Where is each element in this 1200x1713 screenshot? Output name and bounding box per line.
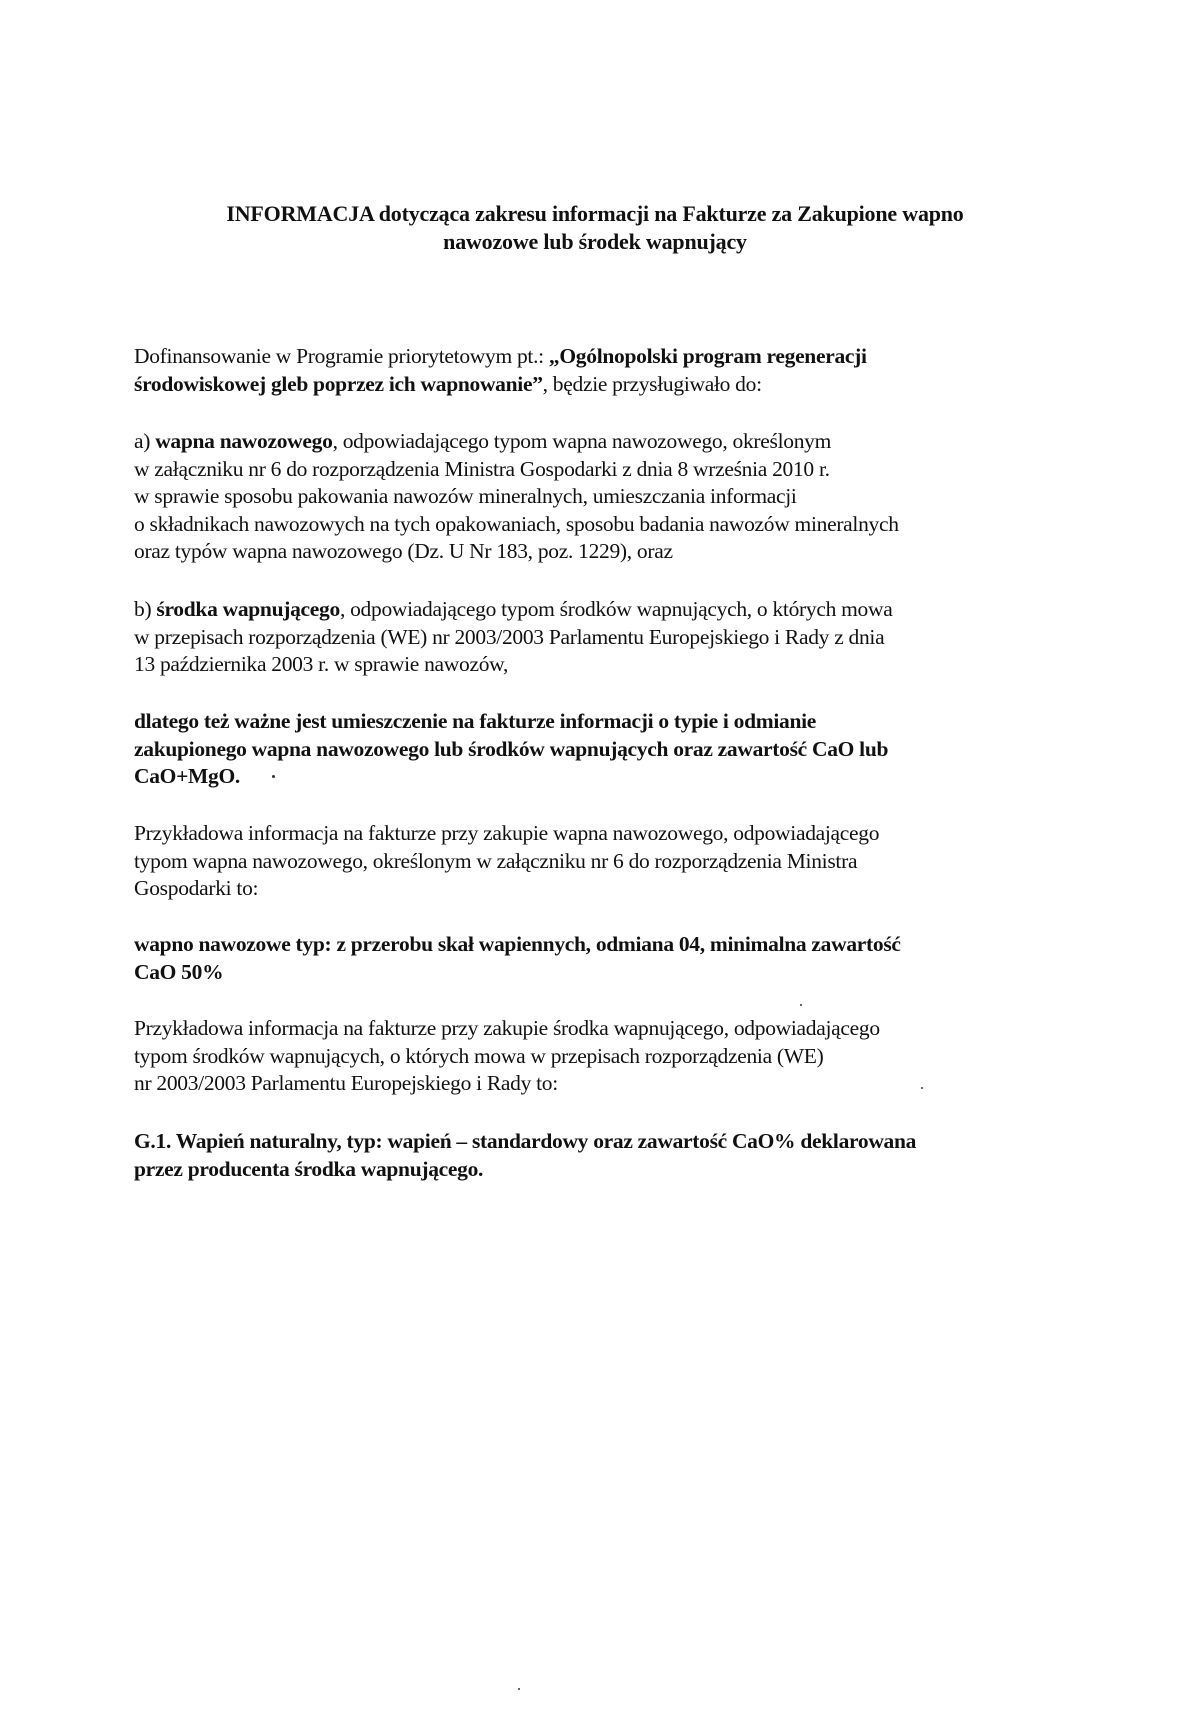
item-a-rest: , odpowiadającego typom wapna nawozowego, określonym xyxy=(332,429,832,453)
example-1-line-3: Gospodarki to: xyxy=(134,876,259,900)
item-a-line-4: o składnikach nawozowych na tych opakowaniach, sposobu badania nawozów mineralnych xyxy=(134,511,899,536)
example-2-line-3: nr 2003/2003 Parlamentu Europejskiego i Rady to: xyxy=(134,1071,558,1095)
intro-line-2 xyxy=(134,371,1074,399)
example-2-line-2: typom środków wapnujących, o których mowa w przepisach rozporządzenia (WE) xyxy=(134,1043,824,1068)
intro-text-end: , będzie przysługiwało do: xyxy=(542,371,762,396)
intro-text: Dofinansowanie w Programie priorytetowym pt.: xyxy=(134,344,549,368)
intro-paragraph xyxy=(134,343,1074,398)
item-a-line-1 xyxy=(134,428,1074,456)
example-1-value-line-1: wapno nawozowe typ: z przerobu skał wapiennych, odmiana 04, minimalna zawartość xyxy=(134,932,901,956)
example-2-line-1: Przykładowa informacja na fakturze przy zakupie środka wapnującego, odpowiadającego xyxy=(134,1016,880,1040)
item-b-paragraph xyxy=(134,596,1074,679)
item-a-line-5: oraz typów wapna nawozowego (Dz. U Nr 183, poz. 1229), oraz xyxy=(134,539,673,563)
program-name-part-2: środowiskowej gleb poprzez ich wapnowanie” xyxy=(134,371,543,396)
item-a-line-2: w załączniku nr 6 do rozporządzenia Ministra Gospodarki z dnia 8 września 2010 r. xyxy=(134,456,830,481)
notice-line-2: zakupionego wapna nawozowego lub środków wapnujących oraz zawartość CaO lub xyxy=(134,736,889,761)
example-1-line-2: typom wapna nawozowego, określonym w załączniku nr 6 do rozporządzenia Ministra xyxy=(134,848,858,873)
scan-speck xyxy=(800,1004,802,1006)
notice-paragraph xyxy=(134,708,1074,791)
notice-line-1: dlatego też ważne jest umieszczenie na fakturze informacji o typie i odmianie xyxy=(134,709,817,733)
example-2-paragraph xyxy=(134,1015,1074,1098)
title-line-1: INFORMACJA dotycząca zakresu informacji na Fakturze za Zakupione wapno xyxy=(226,201,964,226)
example-1-paragraph xyxy=(134,820,1074,903)
example-2-value-line-2: przez producenta środka wapnującego. xyxy=(134,1156,484,1181)
notice-line-3: CaO+MgO. xyxy=(134,764,240,788)
example-2-value xyxy=(134,1128,1074,1183)
example-1-value-line-2: CaO 50% xyxy=(134,959,224,984)
example-1-line-1: Przykładowa informacja na fakturze przy zakupie wapna nawozowego, odpowiadającego xyxy=(134,821,880,845)
item-a-paragraph xyxy=(134,428,1074,566)
item-b-line-2: w przepisach rozporządzenia (WE) nr 2003/2003 Parlamentu Europejskiego i Rady z dnia xyxy=(134,624,885,649)
example-2-value-line-1: G.1. Wapień naturalny, typ: wapień – standardowy oraz zawartość CaO% deklarowana xyxy=(134,1129,917,1153)
scan-speck xyxy=(272,775,275,778)
intro-line-1 xyxy=(134,343,1074,371)
item-b-rest: , odpowiadającego typom środków wapnujących, o których mowa xyxy=(339,597,893,621)
scan-speck xyxy=(518,1688,520,1690)
example-1-value xyxy=(134,931,1074,986)
program-name-part-1: „Ogólnopolski program regeneracji xyxy=(548,344,867,368)
item-b-bold: środka wapnującego xyxy=(156,597,340,621)
document-title xyxy=(130,200,1060,256)
item-b-prefix: b) xyxy=(134,597,157,621)
scan-speck xyxy=(921,1087,923,1089)
item-a-line-3: w sprawie sposobu pakowania nawozów mineralnych, umieszczania informacji xyxy=(134,484,797,508)
item-b-line-3: 13 października 2003 r. w sprawie nawozów, xyxy=(134,652,509,676)
item-a-bold: wapna nawozowego xyxy=(155,429,333,453)
item-b-line-1 xyxy=(134,596,1074,624)
item-a-prefix: a) xyxy=(134,429,156,453)
title-line-2: nawozowe lub środek wapnujący xyxy=(443,229,747,254)
